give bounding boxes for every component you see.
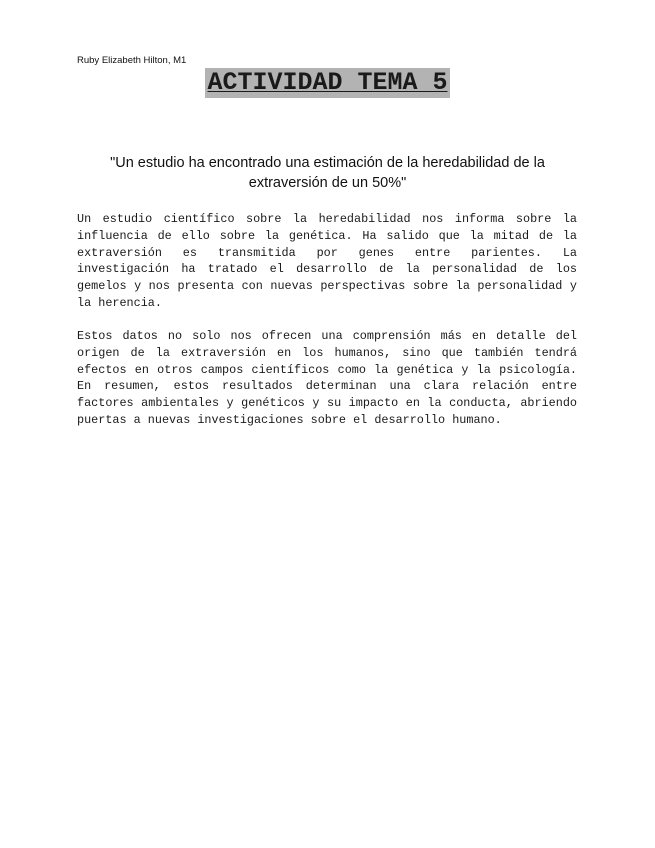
document-title: ACTIVIDAD TEMA 5 [207,68,448,97]
body-paragraph-1: Un estudio científico sobre la heredabilidad nos informa sobre la influencia de ello sobre la genética. Ha salido que la mitad de la extraversión es transmitida por genes entre parientes. La investigación ha tratado el desarrollo de la personalidad de los gemelos y nos presenta con nuevas perspectivas sobre la personalidad y la herencia. [77,212,577,310]
document-subtitle: "Un estudio ha encontrado una estimación de la heredabilidad de la extraversión de un 50%" [110,155,545,191]
author-name: Ruby Elizabeth Hilton, M1 [77,55,187,66]
title-container [0,68,655,98]
body-paragraph-2: Estos datos no solo nos ofrecen una comprensión más en detalle del origen de la extraversión en los humanos, sino que también tendrá efectos en otros campos científicos como la genética y la psicología. En resumen, estos resultados determinan una clara relación entre factores ambientales y genéticos y su impacto en la conducta, abriendo puertas a nuevas investigaciones sobre el desarrollo humano. [77,329,577,427]
